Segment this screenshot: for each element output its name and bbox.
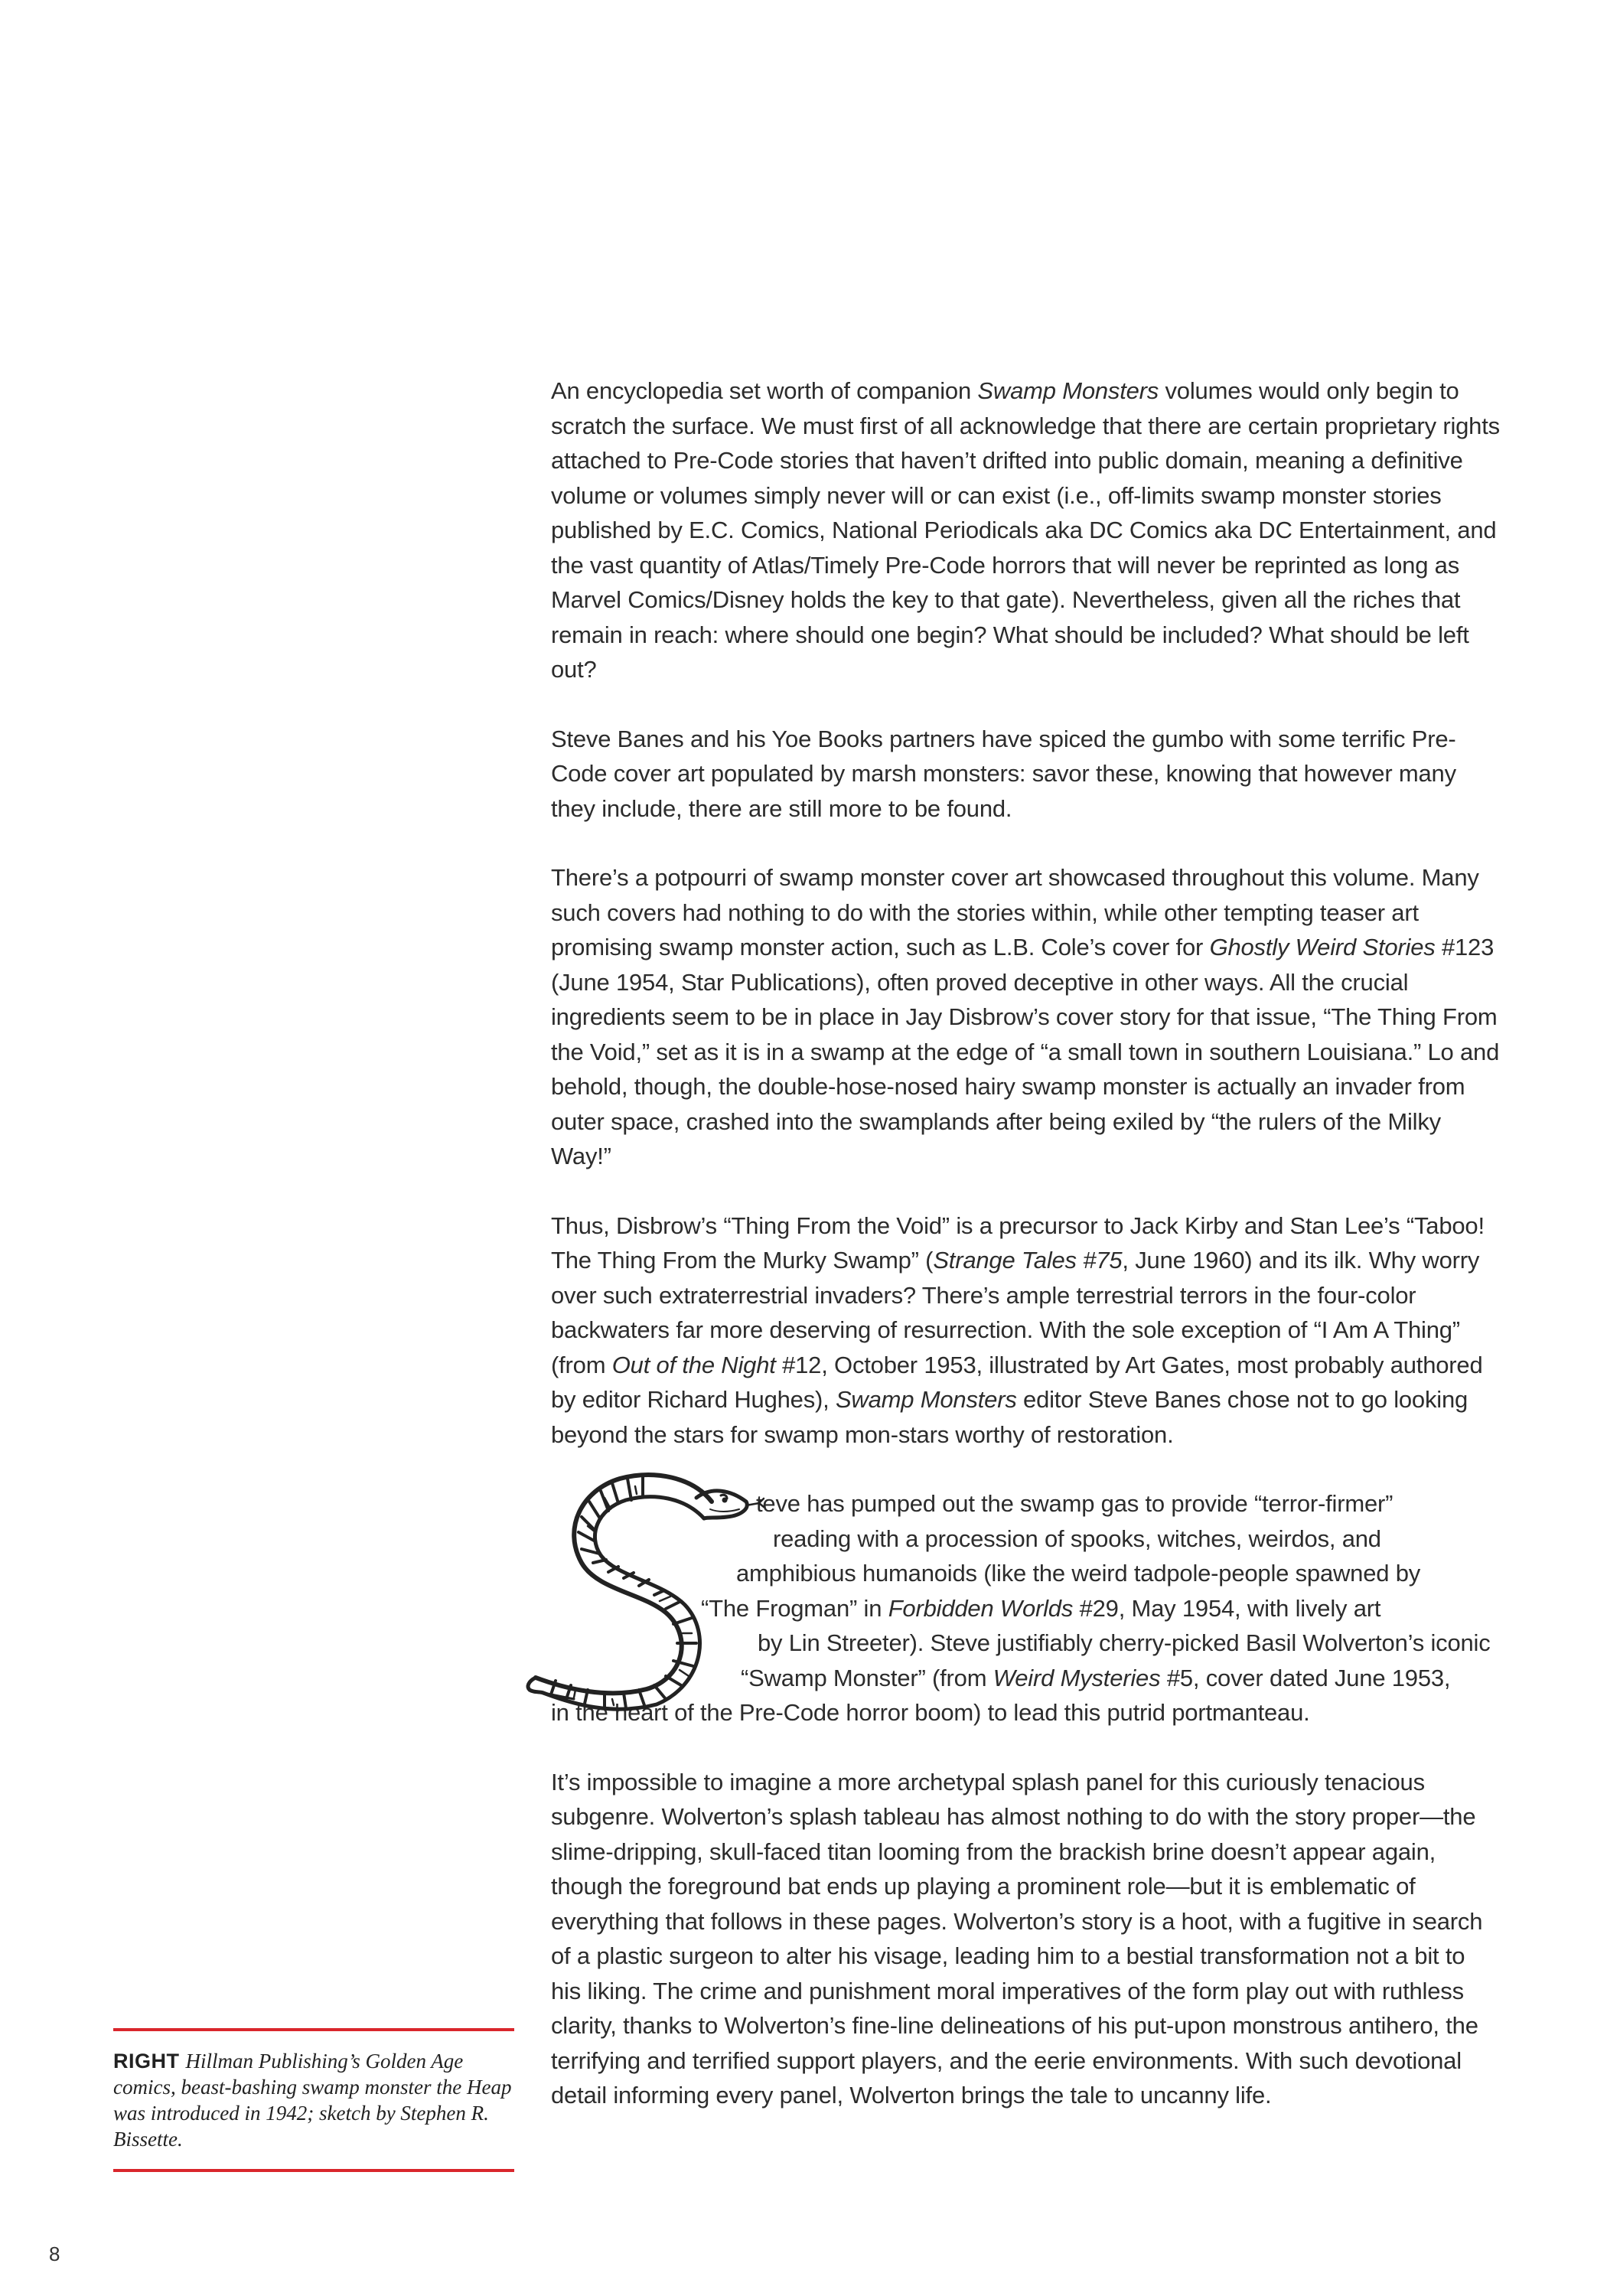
text-run: #29, May 1954, with lively art [1073,1594,1381,1622]
serpent-dropcap-illustration [520,1456,765,1716]
body-paragraph [551,722,1500,827]
text-run: by Lin Streeter). Steve justifiably cherry-picked Basil Wolverton’s iconic [758,1629,1491,1656]
italic-title: Forbidden Worlds [888,1594,1074,1622]
italic-title: Strange Tales #75 [933,1247,1123,1274]
dropcap-paragraph [551,1486,1500,1730]
text-run: #12, October 1953, illustrated by Art Gates, most probably authored by editor Richard Hughes), [551,1351,1483,1413]
text-run: #123 (June 1954, Star Publications), often proved deceptive in other ways. All the crucial ingredients seem to be in place in Jay Disbrow’s cover story for that issue, “The Thing From the Void,” set as it is in a swamp at the edge of “a small town in southern Louisiana.” Lo and behold, though, the double-hose-nosed hairy swamp monster is actually an invader from outer space, crashed into the swamplands after being exiled by “the rulers of the Milky Way!” [551,934,1500,1169]
text-run: “The Frogman” in [701,1594,888,1622]
caption-tag: RIGHT [113,2050,186,2073]
text-run: An encyclopedia set worth of companion [551,377,978,404]
body-paragraph [551,860,1500,1174]
italic-title: Ghostly Weird Stories [1209,934,1436,960]
text-run: #5, cover dated June 1953, [1160,1664,1451,1691]
text-run: in the heart of the Pre-Code horror boom) to lead this putrid portmanteau. [551,1699,1310,1726]
italic-title: Swamp Monsters [835,1386,1017,1413]
figure-caption [113,2028,514,2172]
caption-text: Hillman Publishing’s Golden Age comics, beast-bashing swamp monster the Heap was introduced in 1942; sketch by Stephen R. Bissette. [113,2050,512,2151]
text-run: Thus, Disbrow’s “Thing From the Void” is a precursor to Jack Kirby and Stan Lee’s “Taboo! The Thing From the Murky Swamp” ( [551,1212,1485,1274]
article-body [551,373,1500,2148]
text-run: reading with a procession of spooks, witches, weirdos, and [773,1525,1381,1552]
text-run: Steve Banes and his Yoe Books partners have spiced the gumbo with some terrific Pre-Code cover art populated by marsh monsters: savor these, knowing that however many they include, there are still more to be found. [551,725,1456,822]
text-run: , June 1960) and its ilk. Why worry over such extraterrestrial invaders? There’s ample terrestrial terrors in the four-color backwaters far more deserving of resurrection. With the sole exception of “I Am A Thing” (from [551,1247,1480,1378]
body-paragraph [551,1208,1500,1453]
italic-title: Weird Mysteries [993,1664,1161,1691]
final-paragraph: It’s impossible to imagine a more archetypal splash panel for this curiously tenacious subgenre. Wolverton’s splash tableau has almost nothing to do with the story proper—the slime-dripping, skull-faced titan looming from the brackish brine doesn’t appear again, though the foreground bat ends up playing a prominent role—but it is emblematic of everything that follows in these pages. Wolverton’s story is a hoot, with a fugitive in search of a plastic surgeon to alter his visage, leading him to a bestial transformation not a bit to his liking. The crime and punishment moral imperatives of the form play out with ruthless clarity, thanks to Wolverton’s fine-line delineations of his put-upon monstrous antihero, the terrifying and terrified support players, and the eerie environments. With such devotional detail informing every panel, Wolverton brings the tale to uncanny life. [551,1768,1483,2108]
text-run: amphibious humanoids (like the weird tadpole-people spawned by [736,1560,1421,1587]
text-run: teve has pumped out the swamp gas to provide “terror-firmer” [756,1490,1393,1517]
italic-title: Swamp Monsters [977,377,1159,404]
italic-title: Out of the Night [611,1351,776,1378]
body-paragraphs [551,373,1500,1452]
text-run: There’s a potpourri of swamp monster cover art showcased throughout this volume. Many such covers had nothing to do with the stories within, while other tempting teaser art promising swamp monster action, such as L.B. Cole’s cover for [551,864,1479,960]
text-run: editor Steve Banes chose not to go looking beyond the stars for swamp mon-stars worthy of restoration. [551,1386,1468,1448]
body-paragraph [551,373,1500,687]
text-run: “Swamp Monster” (from [741,1664,993,1691]
text-run: volumes would only begin to scratch the surface. We must first of all acknowledge that there are certain proprietary rights attached to Pre-Code stories that haven’t drifted into public domain, meaning a definitive volume or volumes simply never will or can exist (i.e., off-limits swamp monster stories published by E.C. Comics, National Periodicals aka DC Comics aka DC Entertainment, and the vast quantity of Atlas/Timely Pre-Code horrors that will never be reprinted as long as Marvel Comics/Disney holds the key to that gate). Nevertheless, given all the riches that remain in reach: where should one begin? What should be included? What should be left out? [551,377,1500,683]
page-number: 8 [49,2242,60,2265]
